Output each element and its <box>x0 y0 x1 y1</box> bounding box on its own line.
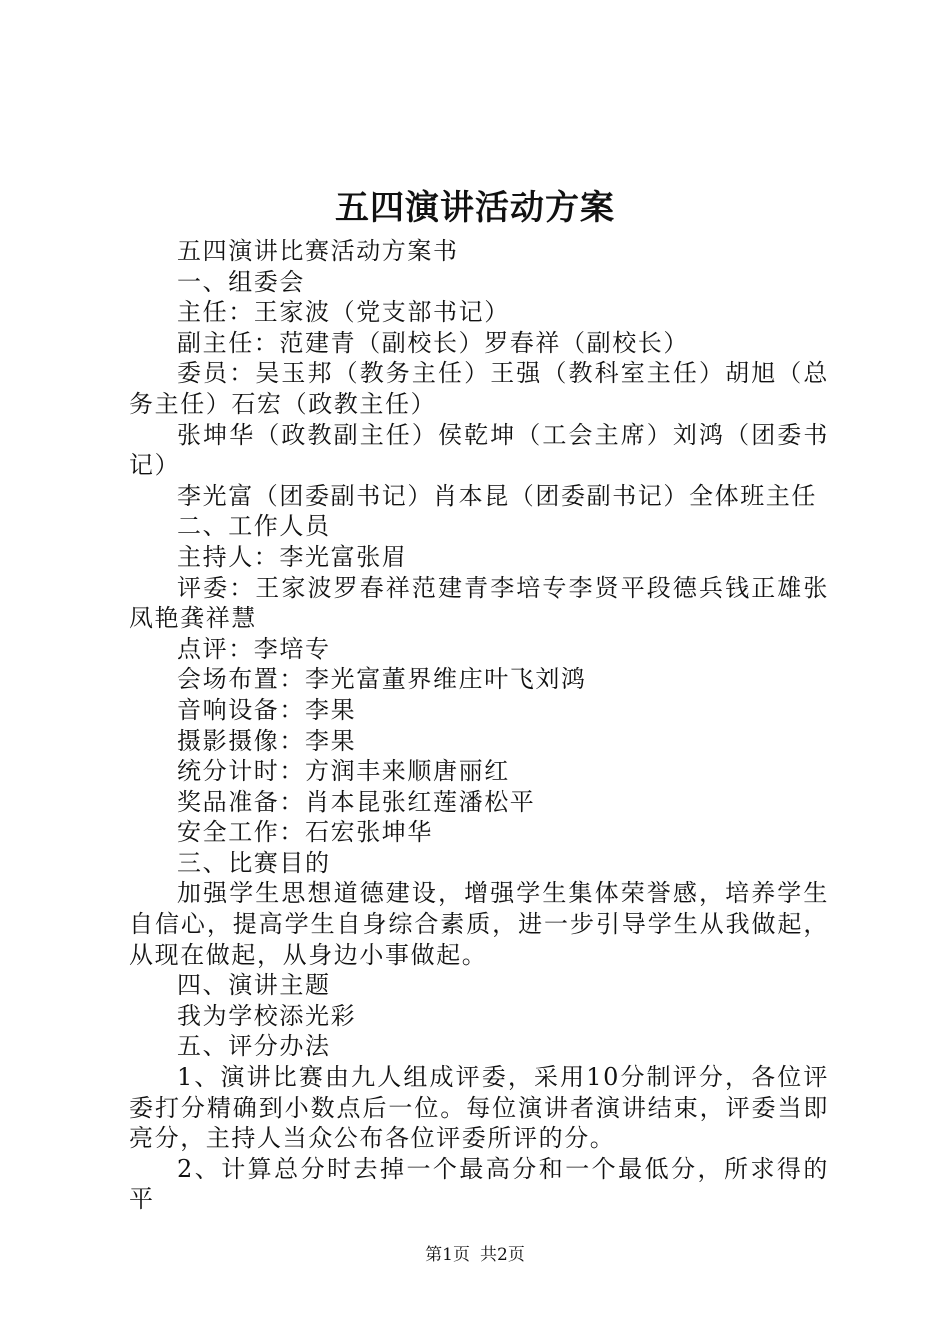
paragraph: 奖品准备：肖本昆张红莲潘松平 <box>177 787 536 816</box>
section-heading: 三、比赛目的 <box>177 848 331 877</box>
document-body <box>129 236 829 1215</box>
paragraph: 委员：吴玉邦（教务主任）王强（教科室主任）胡旭（总务主任）石宏（政教主任） <box>129 359 829 418</box>
document-title: 五四演讲活动方案 <box>335 188 615 228</box>
paragraph: 主任：王家波（党支部书记） <box>177 298 510 327</box>
page-total: 共2页 <box>480 1245 525 1265</box>
paragraph: 安全工作：石宏张坤华 <box>177 818 433 847</box>
section-heading: 二、工作人员 <box>177 512 331 541</box>
paragraph: 摄影摄像：李果 <box>177 726 357 755</box>
page-footer <box>0 1243 950 1267</box>
paragraph: 加强学生思想道德建设，增强学生集体荣誉感，培养学生自信心，提高学生自身综合素质，进一步引导学生从我做起，从现在做起，从身边小事做起。 <box>129 879 829 969</box>
paragraph: 张坤华（政教副主任）侯乾坤（工会主席）刘鸿（团委书记） <box>129 420 829 480</box>
section-heading: 四、演讲主题 <box>177 971 331 1000</box>
paragraph: 点评：李培专 <box>177 634 331 663</box>
paragraph: 2、计算总分时去掉一个最高分和一个最低分，所求得的平 <box>129 1154 829 1214</box>
paragraph: 李光富（团委副书记）肖本昆（团委副书记）全体班主任 <box>177 481 817 510</box>
paragraph: 会场布置：李光富董界维庄叶飞刘鸿 <box>177 665 587 694</box>
paragraph: 音响设备：李果 <box>177 695 357 724</box>
paragraph: 统分计时：方润丰来顺唐丽红 <box>177 757 510 786</box>
paragraph: 五四演讲比赛活动方案书 <box>177 237 459 265</box>
paragraph: 1、演讲比赛由九人组成评委，采用10分制评分，各位评委打分精确到小数点后一位。每位演讲者演讲结束，评委当即亮分，主持人当众公布各位评委所评的分。 <box>129 1063 829 1153</box>
paragraph: 评委：王家波罗春祥范建青李培专李贤平段德兵钱正雄张凤艳龚祥慧 <box>129 573 829 633</box>
page-number: 第1页 <box>425 1245 470 1265</box>
section-heading: 五、评分办法 <box>177 1032 331 1061</box>
paragraph: 我为学校添光彩 <box>177 1001 357 1030</box>
section-heading: 一、组委会 <box>177 267 305 296</box>
paragraph: 副主任：范建青（副校长）罗春祥（副校长） <box>177 328 689 357</box>
paragraph: 主持人：李光富张眉 <box>177 542 408 571</box>
